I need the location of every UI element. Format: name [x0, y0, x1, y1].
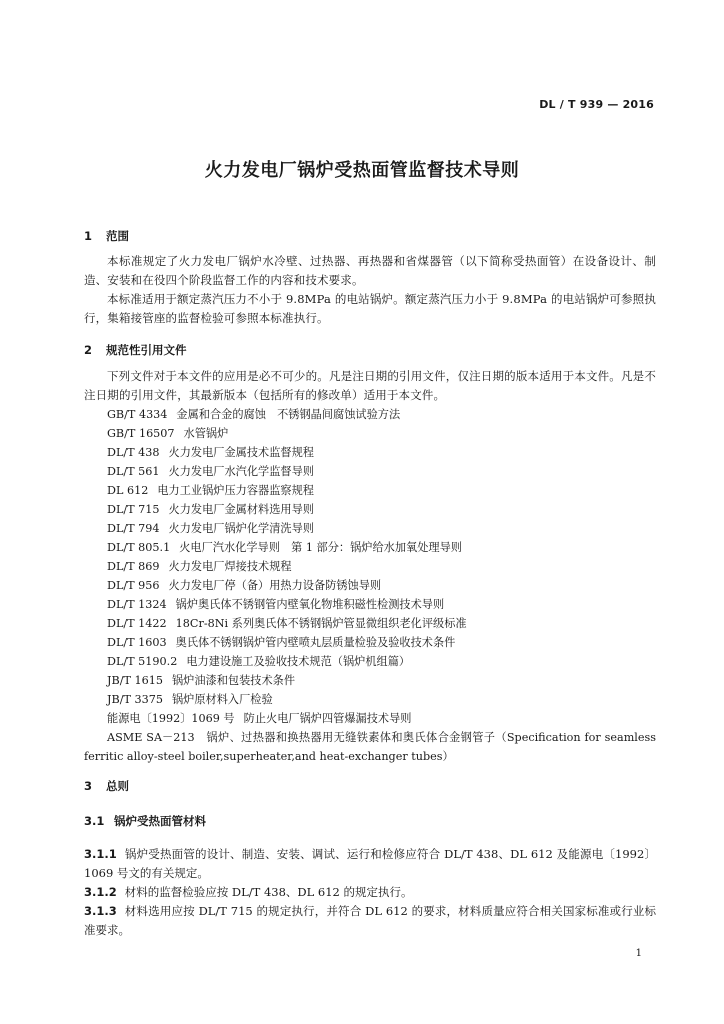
reference-item — [84, 500, 656, 519]
subsection-number: 3.1 — [84, 814, 105, 828]
reference-item — [84, 462, 656, 481]
subsection-title: 锅炉受热面管材料 — [114, 814, 206, 828]
reference-title: 火力发电厂锅炉化学清洗导则 — [168, 522, 314, 535]
section-normative-references — [84, 340, 656, 766]
reference-title: 水管锅炉 — [183, 427, 229, 440]
reference-code: DL/T 715 — [107, 503, 160, 516]
document-title: 火力发电厂锅炉受热面管监督技术导则 — [204, 160, 520, 181]
section-scope — [84, 226, 656, 328]
clause-number: 3.1.3 — [84, 904, 117, 918]
reference-item — [84, 481, 656, 500]
section-general — [84, 776, 656, 940]
reference-item — [84, 443, 656, 462]
reference-code: JB/T 3375 — [107, 693, 163, 706]
reference-code: DL/T 438 — [107, 446, 160, 459]
reference-item — [84, 633, 656, 652]
reference-title: 火力发电厂水汽化学监督导则 — [168, 465, 314, 478]
paragraph: 下列文件对于本文件的应用是必不可少的。凡是注日期的引用文件，仅注日期的版本适用于本文件。凡是不注日期的引用文件，其最新版本（包括所有的修改单）适用于本文件。 — [84, 369, 656, 402]
section-number: 3 — [84, 779, 93, 793]
subsection-heading — [84, 812, 656, 831]
reference-code: GB/T 16507 — [107, 427, 175, 440]
reference-title: 奥氏体不锈钢锅炉管内壁喷丸层质量检验及验收技术条件 — [175, 636, 456, 649]
reference-title: 火电厂汽水化学导则 第 1 部分：锅炉给水加氧处理导则 — [179, 541, 462, 554]
reference-list — [84, 405, 656, 728]
reference-item — [84, 538, 656, 557]
reference-code: DL/T 794 — [107, 522, 160, 535]
reference-item — [84, 595, 656, 614]
section-title: 范围 — [106, 229, 129, 243]
section-number: 2 — [84, 343, 93, 357]
reference-title: 18Cr-8Ni 系列奥氏体不锈钢锅炉管显微组织老化评级标准 — [175, 617, 467, 630]
reference-title: 锅炉油漆和包装技术条件 — [171, 674, 296, 687]
reference-title: 电力工业锅炉压力容器监察规程 — [157, 484, 314, 497]
clause-text: 锅炉受热面管的设计、制造、安装、调试、运行和检修应符合 DL/T 438、DL 612 及能源电〔1992〕1069 号文的有关规定。 — [84, 847, 656, 880]
reference-code: DL/T 1422 — [107, 617, 167, 630]
section-title: 总则 — [106, 779, 129, 793]
clause-text: 材料的监督检验应按 DL/T 438、DL 612 的规定执行。 — [124, 885, 413, 899]
reference-code: DL/T 1603 — [107, 636, 167, 649]
reference-item — [84, 690, 656, 709]
reference-code: DL/T 561 — [107, 465, 160, 478]
clause-number: 3.1.2 — [84, 885, 117, 899]
clause-number: 3.1.1 — [84, 847, 117, 861]
paragraph: 本标准适用于额定蒸汽压力不小于 9.8MPa 的电站锅炉。额定蒸汽压力小于 9.8MPa 的电站锅炉可参照执行，集箱接管座的监督检验可参照本标准执行。 — [84, 292, 656, 325]
reference-item — [84, 671, 656, 690]
document-code-header: DL / T 939 — 2016 — [539, 98, 654, 111]
reference-code: JB/T 1615 — [107, 674, 163, 687]
reference-title: 火力发电厂焊接技术规程 — [168, 560, 292, 573]
reference-title: 锅炉奥氏体不锈钢管内壁氧化物堆积磁性检测技术导则 — [175, 598, 445, 611]
reference-title: 火力发电厂金属材料选用导则 — [168, 503, 314, 516]
reference-title: 电力建设施工及验收技术规范（锅炉机组篇） — [186, 655, 411, 668]
reference-code: DL 612 — [107, 484, 149, 497]
section-title: 规范性引用文件 — [106, 343, 187, 357]
section-heading — [84, 226, 656, 246]
reference-title: 防止火电厂锅炉四管爆漏技术导则 — [243, 712, 412, 725]
reference-title: 火力发电厂金属技术监督规程 — [168, 446, 314, 459]
reference-code: DL/T 956 — [107, 579, 160, 592]
section-number: 1 — [84, 229, 93, 243]
reference-title: 火力发电厂停（备）用热力设备防锈蚀导则 — [168, 579, 382, 592]
page-number: 1 — [635, 948, 642, 959]
reference-item — [84, 557, 656, 576]
reference-code: DL/T 1324 — [107, 598, 167, 611]
clause — [84, 902, 656, 940]
clause — [84, 883, 656, 902]
reference-code: 能源电〔1992〕1069 号 — [107, 712, 235, 725]
reference-item — [84, 424, 656, 443]
reference-title: 金属和合金的腐蚀 不锈钢晶间腐蚀试验方法 — [176, 408, 401, 421]
reference-title: 锅炉原材料入厂检验 — [171, 693, 273, 706]
clause-list — [84, 845, 656, 940]
section-heading — [84, 340, 656, 360]
reference-asme: ASME SA－213 锅炉、过热器和换热器用无缝铁素体和奥氏体合金钢管子（Specification for seamless ferritic alloy-steel boiler,superheater,and heat-exchanger tubes） — [84, 731, 656, 763]
reference-code: DL/T 805.1 — [107, 541, 171, 554]
reference-code: DL/T 869 — [107, 560, 160, 573]
reference-item — [84, 405, 656, 424]
reference-item — [84, 709, 656, 728]
reference-code: DL/T 5190.2 — [107, 655, 178, 668]
reference-item — [84, 576, 656, 595]
reference-code: GB/T 4334 — [107, 408, 168, 421]
reference-item — [84, 614, 656, 633]
section-heading — [84, 776, 656, 796]
reference-item — [84, 652, 656, 671]
clause-text: 材料选用应按 DL/T 715 的规定执行，并符合 DL 612 的要求，材料质量应符合相关国家标准或行业标准要求。 — [84, 904, 656, 937]
clause — [84, 845, 656, 883]
paragraph: 本标准规定了火力发电厂锅炉水冷壁、过热器、再热器和省煤器管（以下简称受热面管）在设备设计、制造、安装和在役四个阶段监督工作的内容和技术要求。 — [84, 254, 656, 287]
reference-item — [84, 519, 656, 538]
